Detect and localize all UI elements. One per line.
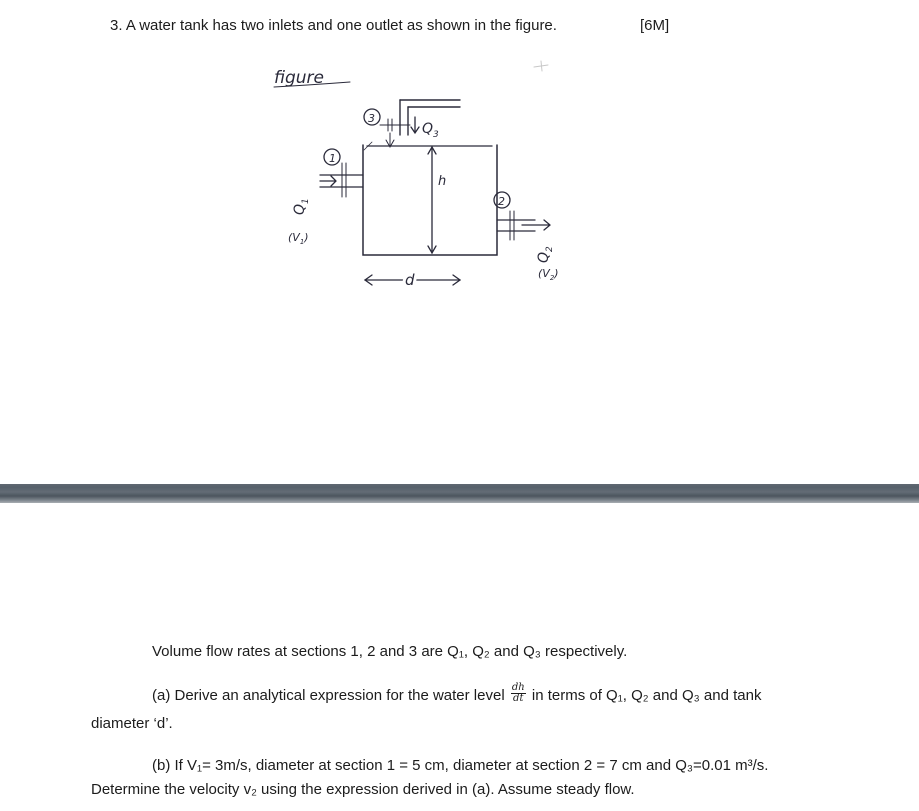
d-label: d [405,271,415,289]
inlet-1-arrow [320,176,336,186]
section-3-label: 3 [368,112,375,125]
v1-label: $(V_1)$ [288,231,309,246]
fraction-denominator: dt [513,692,524,704]
q2-label [536,246,555,263]
section-2-label: 2 [498,195,505,208]
question-marks: [6M] [640,17,670,34]
q1-label [292,198,311,215]
part-a-text-end: in terms of Q₁, Q₂ and Q₃ and tank [531,687,762,704]
tank-walls [363,145,497,255]
part-b-continuation: Determine the velocity v₂ using the expression derived in (a). Assume steady flow. [91,781,635,798]
svg-text:Q1: $Q_1$ [292,198,311,215]
part-a-continuation: diameter ‘d’. [91,715,173,732]
section-1-label: 1 [329,152,336,165]
question-title: 3. A water tank has two inlets and one outlet as shown in the figure. [110,17,557,34]
part-b-line: (b) If V₁= 3m/s, diameter at section 1 = 5 cm, diameter at section 2 = 7 cm and Q₃=0.01 m³/s. [152,757,769,774]
figure-caption: figure [274,68,324,88]
fraction-numerator: dh [511,681,525,693]
svg-text:Q2: $Q_2$ [536,246,555,263]
v2-label: $(V_2)$ [538,267,559,282]
outlet-2-arrow [522,220,550,230]
inlet-3-pipe [400,100,408,135]
page-separator [0,484,919,503]
tank-figure [260,45,600,295]
part-a-text-start: (a) Derive an analytical expression for the water level [152,687,505,704]
flow-rates-statement: Volume flow rates at sections 1, 2 and 3 are Q₁, Q₂ and Q₃ respectively. [152,643,628,660]
dh-dt-fraction [511,683,526,704]
inlet-3-arrow [411,117,419,133]
part-a-line [152,681,762,706]
h-label: h [438,174,447,189]
q3-label: $Q_3$ [422,121,439,140]
